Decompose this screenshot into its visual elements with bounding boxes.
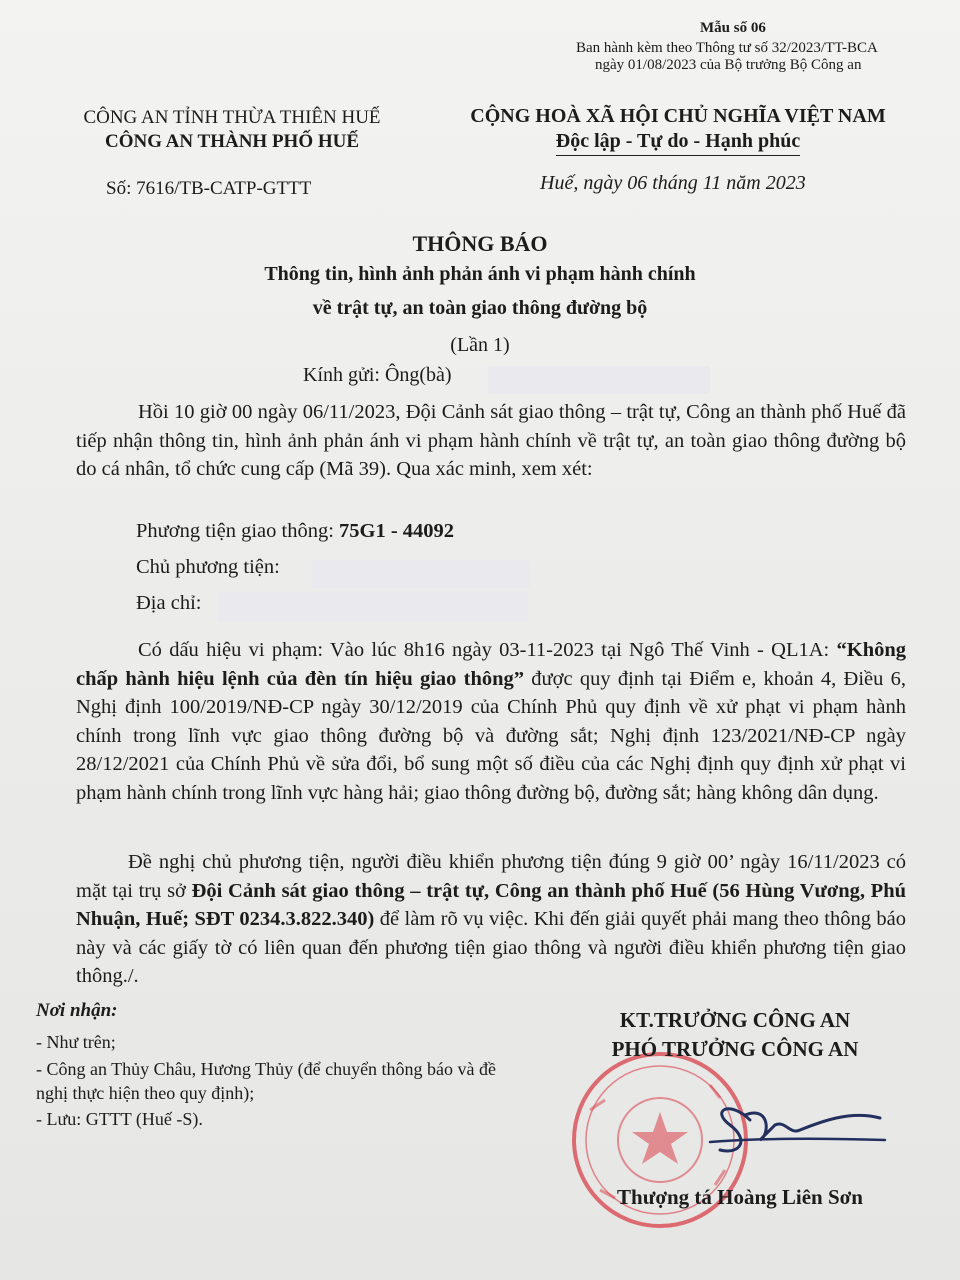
notice-attempt: (Lần 1) [450, 334, 510, 356]
signature-role-2: PHÓ TRƯỞNG CÔNG AN [611, 1037, 859, 1061]
address-field [136, 592, 201, 615]
agency-block [40, 106, 424, 154]
paragraph-intro: Hồi 10 giờ 00 ngày 06/11/2023, Đội Cảnh sát giao thông – trật tự, Công an thành phố Huế đã tiếp nhận thông tin, hình ảnh phản ánh vi phạm hành chính về trật tự, an toàn giao thông đường bộ do cá nhân, tổ chức cung cấp (Mã 39). Qua xác minh, xem xét: [76, 401, 906, 480]
place-date: Huế, ngày 06 tháng 11 năm 2023 [540, 172, 806, 194]
agency-parent: CÔNG AN TỈNH THỪA THIÊN HUẾ [83, 107, 381, 128]
request-text-a: Đề nghị chủ phương tiện, người điều khiển phương tiện đúng 9 giờ 00’ ngày 16/11/2023 có mặt tại trụ sở [76, 851, 906, 902]
vehicle-plate: 75G1 - 44092 [339, 520, 455, 542]
recipients-item: - Như trên; [36, 1032, 116, 1052]
owner-label: Chủ phương tiện: [136, 556, 280, 578]
nation-name: CỘNG HOÀ XÃ HỘI CHỦ NGHĨA VIỆT NAM [470, 105, 886, 127]
document-subtitle-2: về trật tự, an toàn giao thông đường bộ [312, 297, 648, 319]
recipient-line [303, 364, 452, 387]
agency-issuer: CÔNG AN THÀNH PHỐ HUẾ [104, 131, 360, 152]
request-location: Đội Cảnh sát giao thông – trật tự, Công an thành phố Huế (56 Hùng Vương, Phú Nhuận, Huế; SĐT 0234.3.822.340) [76, 879, 906, 930]
violation-text-b: được quy định tại Điểm e, khoản 4, Điều 6, Nghị định 100/2019/NĐ-CP ngày 30/12/2019 của Chính Phủ quy định về xử phạt vi phạm hành chính trong lĩnh vực giao thông đường bộ và đường sắt; Nghị định 123/2021/NĐ-CP ngày 28/12/2021 của Chính Phủ về sửa đổi, bổ sung một số điều của các Nghị định quy định xử phạt vi phạm hành chính trong lĩnh vực hàng hải; giao thông đường bộ, đường sắt; hàng không dân dụng. [76, 667, 906, 804]
vehicle-label: Phương tiện giao thông: [136, 520, 340, 542]
document-title: THÔNG BÁO [412, 231, 548, 256]
paragraph-request [76, 848, 906, 991]
recipient-label: Kính gửi: Ông(bà) [303, 364, 452, 386]
nation-block [438, 104, 918, 156]
form-issued-line-2: ngày 01/08/2023 của Bộ trưởng Bộ Công an [595, 57, 862, 73]
document-number: Số: 7616/TB-CATP-GTTT [106, 178, 312, 199]
vehicle-field [136, 520, 454, 543]
recipients-item: - Công an Thủy Châu, Hương Thủy (để chuyển thông báo và đề nghị thực hiện theo quy định); [36, 1059, 497, 1103]
violation-text-a: Có dấu hiệu vi phạm: Vào lúc 8h16 ngày 03-11-2023 tại Ngô Thế Vinh - QL1A: [138, 639, 837, 661]
redacted-owner-name [312, 560, 530, 588]
request-text-b: để làm rõ vụ việc. Khi đến giải quyết phải mang theo thông báo này và các giấy tờ có liên quan đến phương tiện giao thông và người điều khiển phương tiện giao thông./. [76, 908, 907, 987]
recipients-item: - Lưu: GTTT (Huế -S). [36, 1109, 203, 1129]
violation-offense: “Không chấp hành hiệu lệnh của đèn tín hiệu giao thông” [76, 639, 906, 690]
signature-role-1: KT.TRƯỞNG CÔNG AN [619, 1008, 851, 1032]
form-number: Mẫu số 06 [700, 20, 766, 36]
owner-field [136, 556, 280, 579]
address-label: Địa chỉ: [136, 592, 202, 614]
national-motto: Độc lập - Tự do - Hạnh phúc [556, 129, 800, 156]
document-subtitle-1: Thông tin, hình ảnh phản ánh vi phạm hành chính [264, 263, 696, 285]
handwritten-signature [700, 1080, 890, 1170]
paragraph-violation [76, 636, 906, 807]
form-issued-line-1: Ban hành kèm theo Thông tư số 32/2023/TT-BCA [576, 40, 878, 56]
recipients-title: Nơi nhận: [36, 1000, 118, 1021]
signer-name: Thượng tá Hoàng Liên Sơn [617, 1185, 863, 1209]
redacted-recipient-name [488, 366, 710, 394]
redacted-address [218, 592, 528, 622]
